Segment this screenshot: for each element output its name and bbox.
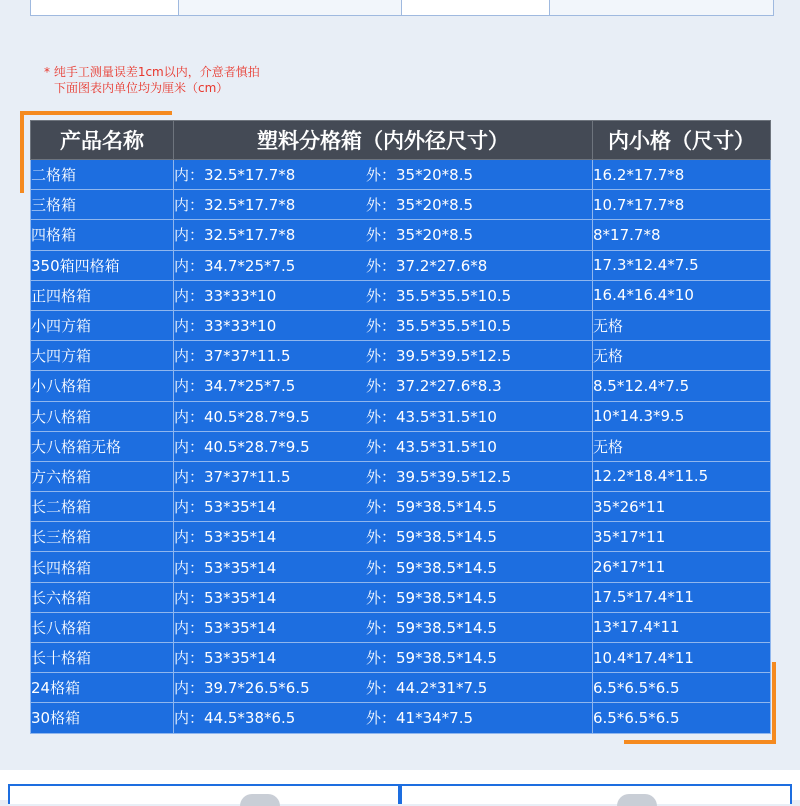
box-dimensions-cell — [174, 280, 593, 310]
table-row — [31, 220, 771, 250]
outer-dimensions: 外：35*20*8.5 — [366, 166, 474, 185]
table-row — [31, 552, 771, 582]
outer-dimensions: 外：37.2*27.6*8 — [366, 256, 488, 275]
table-row — [31, 190, 771, 220]
product-name-cell: 350箱四格箱 — [31, 250, 174, 280]
box-dimensions-cell — [174, 552, 593, 582]
box-dimensions-cell — [174, 492, 593, 522]
inner-dimensions: 内：37*37*11.5 — [174, 467, 291, 486]
note-line-1: * 纯手工测量误差1cm以内，介意者慎拍 — [44, 65, 260, 79]
outer-dimensions: 外：59*38.5*14.5 — [366, 528, 497, 547]
inner-dimensions: 内：53*35*14 — [174, 498, 277, 517]
cell-size-cell: 10*14.3*9.5 — [593, 401, 771, 431]
previous-table-cell — [550, 0, 773, 15]
table-row — [31, 280, 771, 310]
table-body — [31, 160, 771, 734]
box-dimensions-cell — [174, 250, 593, 280]
cell-size-cell: 13*17.4*11 — [593, 612, 771, 642]
inner-dimensions: 内：40.5*28.7*9.5 — [174, 437, 310, 456]
inner-dimensions: 内：53*35*14 — [174, 528, 277, 547]
table-row — [31, 461, 771, 491]
table-row — [31, 673, 771, 703]
box-dimensions-cell — [174, 310, 593, 340]
outer-dimensions: 外：39.5*39.5*12.5 — [366, 347, 512, 366]
product-name-cell: 小四方箱 — [31, 310, 174, 340]
outer-dimensions: 外：43.5*31.5*10 — [366, 407, 497, 426]
previous-table-cell — [31, 0, 179, 15]
outer-dimensions: 外：59*38.5*14.5 — [366, 498, 497, 517]
product-name-cell: 长十格箱 — [31, 643, 174, 673]
product-name-cell: 正四格箱 — [31, 280, 174, 310]
cell-size-cell: 16.2*17.7*8 — [593, 160, 771, 190]
product-name-cell: 四格箱 — [31, 220, 174, 250]
measurement-note — [44, 64, 260, 96]
cell-size-cell: 8.5*12.4*7.5 — [593, 371, 771, 401]
box-dimensions-cell — [174, 160, 593, 190]
cell-size-cell: 17.3*12.4*7.5 — [593, 250, 771, 280]
previous-table-cell — [402, 0, 550, 15]
box-dimensions-cell — [174, 371, 593, 401]
product-name-cell: 长八格箱 — [31, 612, 174, 642]
outer-dimensions: 外：59*38.5*14.5 — [366, 588, 497, 607]
box-dimensions-cell — [174, 612, 593, 642]
box-dimensions-cell — [174, 582, 593, 612]
corner-accent-bottom-right — [772, 662, 776, 744]
box-dimensions-cell — [174, 220, 593, 250]
cell-size-cell: 10.4*17.4*11 — [593, 643, 771, 673]
product-image-right — [617, 794, 657, 806]
outer-dimensions: 外：37.2*27.6*8.3 — [366, 377, 502, 396]
table-row — [31, 401, 771, 431]
table-row — [31, 643, 771, 673]
outer-dimensions: 外：43.5*31.5*10 — [366, 437, 497, 456]
outer-dimensions: 外：59*38.5*14.5 — [366, 649, 497, 668]
cell-size-cell: 6.5*6.5*6.5 — [593, 703, 771, 733]
inner-dimensions: 内：44.5*38*6.5 — [174, 709, 296, 728]
product-image-frame-right — [400, 784, 792, 804]
previous-table-fragment — [30, 0, 774, 16]
product-name-cell: 小八格箱 — [31, 371, 174, 401]
table-row — [31, 703, 771, 733]
table-row — [31, 492, 771, 522]
table-row — [31, 160, 771, 190]
table-row — [31, 522, 771, 552]
box-dimensions-cell — [174, 431, 593, 461]
outer-dimensions: 外：59*38.5*14.5 — [366, 558, 497, 577]
cell-size-cell: 6.5*6.5*6.5 — [593, 673, 771, 703]
box-dimensions-cell — [174, 703, 593, 733]
cell-size-cell: 17.5*17.4*11 — [593, 582, 771, 612]
product-name-cell: 长三格箱 — [31, 522, 174, 552]
box-dimensions-cell — [174, 643, 593, 673]
cell-size-cell: 16.4*16.4*10 — [593, 280, 771, 310]
table-row — [31, 371, 771, 401]
previous-table-cell — [179, 0, 402, 15]
inner-dimensions: 内：40.5*28.7*9.5 — [174, 407, 310, 426]
table-row — [31, 250, 771, 280]
product-name-cell: 长二格箱 — [31, 492, 174, 522]
product-name-cell: 长六格箱 — [31, 582, 174, 612]
cell-size-cell: 35*26*11 — [593, 492, 771, 522]
inner-dimensions: 内：53*35*14 — [174, 558, 277, 577]
cell-size-cell: 无格 — [593, 341, 771, 371]
box-dimensions-cell — [174, 673, 593, 703]
header-product-name: 产品名称 — [31, 121, 174, 160]
table-row — [31, 341, 771, 371]
cell-size-cell: 8*17.7*8 — [593, 220, 771, 250]
outer-dimensions: 外：35*20*8.5 — [366, 226, 474, 245]
outer-dimensions: 外：59*38.5*14.5 — [366, 618, 497, 637]
inner-dimensions: 内：53*35*14 — [174, 618, 277, 637]
product-image-left — [240, 794, 280, 806]
inner-dimensions: 内：53*35*14 — [174, 649, 277, 668]
cell-size-cell: 无格 — [593, 310, 771, 340]
inner-dimensions: 内：37*37*11.5 — [174, 347, 291, 366]
header-cell-size: 内小格（尺寸） — [593, 121, 771, 160]
inner-dimensions: 内：32.5*17.7*8 — [174, 226, 296, 245]
table-row — [31, 582, 771, 612]
outer-dimensions: 外：35.5*35.5*10.5 — [366, 317, 512, 336]
cell-size-cell: 无格 — [593, 431, 771, 461]
inner-dimensions: 内：33*33*10 — [174, 286, 277, 305]
box-dimensions-cell — [174, 401, 593, 431]
inner-dimensions: 内：32.5*17.7*8 — [174, 166, 296, 185]
inner-dimensions: 内：39.7*26.5*6.5 — [174, 679, 310, 698]
cell-size-cell: 10.7*17.7*8 — [593, 190, 771, 220]
box-dimensions-cell — [174, 341, 593, 371]
product-name-cell: 大八格箱无格 — [31, 431, 174, 461]
cell-size-cell: 12.2*18.4*11.5 — [593, 461, 771, 491]
box-dimensions-cell — [174, 461, 593, 491]
cell-size-cell: 35*17*11 — [593, 522, 771, 552]
product-image-frame-left — [8, 784, 400, 804]
product-name-cell: 大四方箱 — [31, 341, 174, 371]
product-name-cell: 大八格箱 — [31, 401, 174, 431]
product-name-cell: 三格箱 — [31, 190, 174, 220]
size-table — [30, 120, 771, 734]
product-name-cell: 方六格箱 — [31, 461, 174, 491]
outer-dimensions: 外：35.5*35.5*10.5 — [366, 286, 512, 305]
inner-dimensions: 内：32.5*17.7*8 — [174, 196, 296, 215]
header-box-dimensions: 塑料分格箱（内外径尺寸） — [174, 121, 593, 160]
product-name-cell: 长四格箱 — [31, 552, 174, 582]
corner-accent-bottom-right — [624, 740, 776, 744]
box-dimensions-cell — [174, 190, 593, 220]
product-name-cell: 24格箱 — [31, 673, 174, 703]
cell-size-cell: 26*17*11 — [593, 552, 771, 582]
product-name-cell: 二格箱 — [31, 160, 174, 190]
table-row — [31, 310, 771, 340]
inner-dimensions: 内：34.7*25*7.5 — [174, 256, 296, 275]
inner-dimensions: 内：53*35*14 — [174, 588, 277, 607]
note-line-2: 下面图表内单位均为厘米（cm） — [54, 81, 229, 95]
outer-dimensions: 外：44.2*31*7.5 — [366, 679, 488, 698]
inner-dimensions: 内：33*33*10 — [174, 317, 277, 336]
table-header-row — [31, 121, 771, 160]
outer-dimensions: 外：39.5*39.5*12.5 — [366, 467, 512, 486]
inner-dimensions: 内：34.7*25*7.5 — [174, 377, 296, 396]
corner-accent-top-left — [20, 111, 24, 193]
table-row — [31, 431, 771, 461]
box-dimensions-cell — [174, 522, 593, 552]
product-name-cell: 30格箱 — [31, 703, 174, 733]
outer-dimensions: 外：41*34*7.5 — [366, 709, 474, 728]
table-row — [31, 612, 771, 642]
outer-dimensions: 外：35*20*8.5 — [366, 196, 474, 215]
corner-accent-top-left — [20, 111, 172, 115]
